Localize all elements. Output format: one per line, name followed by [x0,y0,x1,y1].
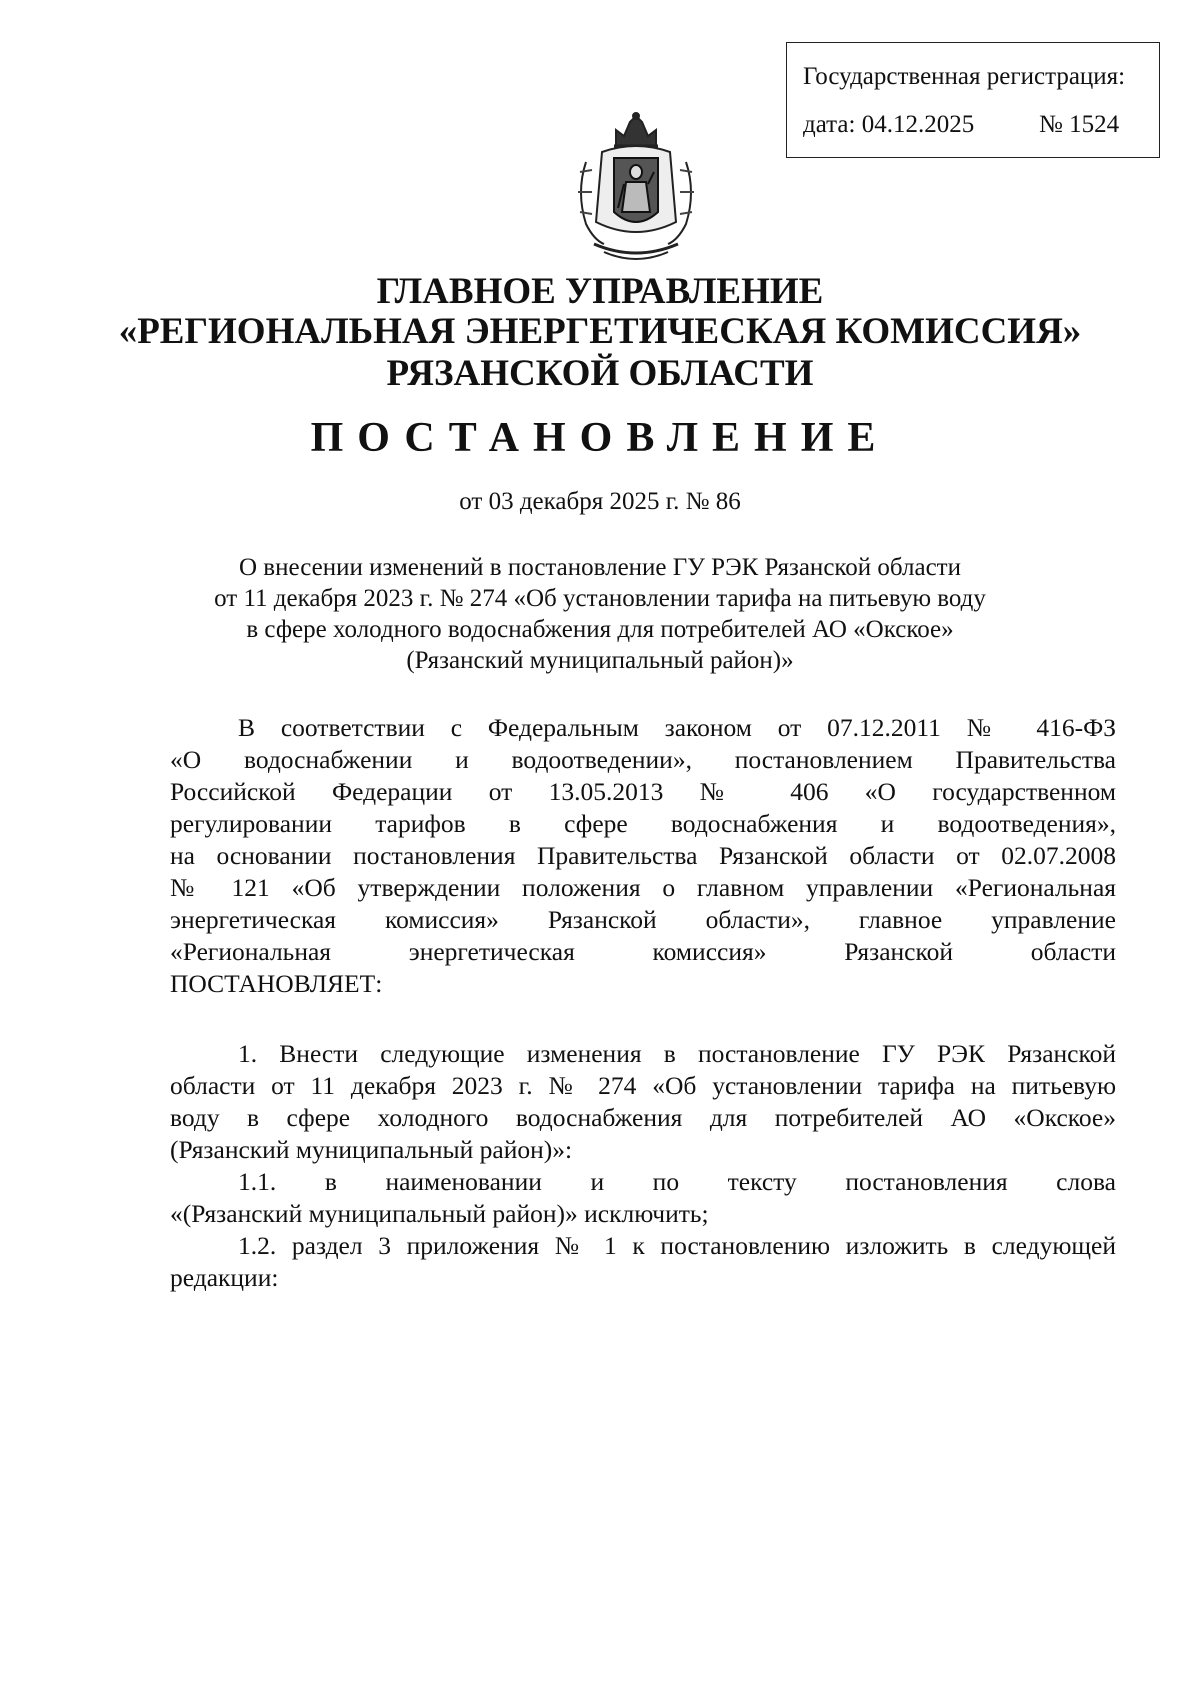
header-line-2: «РЕГИОНАЛЬНАЯ ЭНЕРГЕТИЧЕСКАЯ КОМИССИЯ» [118,311,1082,352]
preamble-line: регулировании тарифов в сфере водоснабжения и водоотведения», [170,809,1116,838]
preamble-line: Российской Федерации от 13.05.2013 № 406 «О государственном [170,777,1116,806]
registration-title: Государственная регистрация: [803,63,1126,90]
subject-line: в сфере холодного водоснабжения для потребителей АО «Окское» [246,616,954,643]
document-date: от 03 декабря 2025 г. № 86 [459,488,741,515]
resolution-items [170,1038,1116,1294]
header-line-1: ГЛАВНОЕ УПРАВЛЕНИЕ [376,271,824,312]
registration-date: дата: 04.12.2025 [803,111,975,138]
item-line: 1. Внести следующие изменения в постановление ГУ РЭК Рязанской [238,1039,1116,1068]
item-line: (Рязанский муниципальный район)»: [170,1135,573,1164]
subject-line: (Рязанский муниципальный район)» [406,647,794,674]
preamble-line: «Региональная энергетическая комиссия» Рязанской области [170,937,1116,966]
item-line: редакции: [170,1263,279,1292]
preamble [170,712,1116,1000]
preamble-line: В соответствии с Федеральным законом от 07.12.2011 № 416-ФЗ [238,713,1116,742]
preamble-line: ПОСТАНОВЛЯЕТ: [170,969,383,998]
subject-line: О внесении изменений в постановление ГУ РЭК Рязанской области [239,554,961,581]
document-type: ПОСТАНОВЛЕНИЕ [310,415,890,461]
subject-line: от 11 декабря 2023 г. № 274 «Об установлении тарифа на питьевую воду [214,585,986,612]
item-line: 1.1. в наименовании и по тексту постановления слова [238,1167,1116,1196]
item-line: «(Рязанский муниципальный район)» исключить; [170,1199,709,1228]
registration-stamp [786,42,1160,158]
preamble-line: энергетическая комиссия» Рязанской области», главное управление [170,905,1116,934]
item-line: воду в сфере холодного водоснабжения для потребителей АО «Окское» [170,1103,1116,1132]
header-line-3: РЯЗАНСКОЙ ОБЛАСТИ [386,353,814,394]
item-line: 1.2. раздел 3 приложения № 1 к постановлению изложить в следующей [238,1231,1116,1260]
ryazan-coat-of-arms-icon [564,112,708,266]
preamble-line: на основании постановления Правительства Рязанской области от 02.07.2008 [170,841,1116,870]
preamble-line: № 121 «Об утверждении положения о главном управлении «Региональная [170,873,1116,902]
registration-number: № 1524 [1039,111,1120,138]
item-line: области от 11 декабря 2023 г. № 274 «Об установлении тарифа на питьевую [170,1071,1116,1100]
preamble-line: «О водоснабжении и водоотведении», постановлением Правительства [170,745,1116,774]
document-subject [120,552,1080,676]
